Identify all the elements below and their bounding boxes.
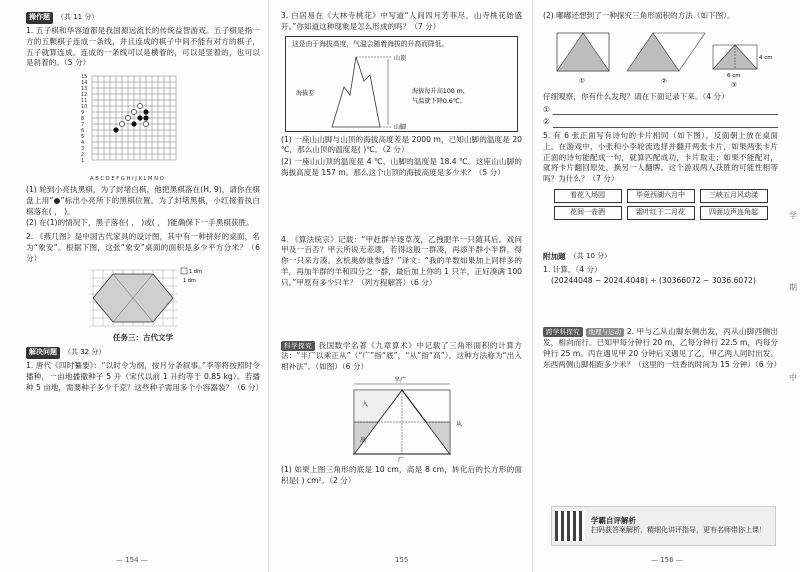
white-stone — [125, 115, 130, 120]
poem-card: 四面边声连角起 — [700, 206, 768, 220]
black-stone — [143, 115, 148, 120]
board-y-label: 3 — [81, 146, 85, 153]
question-incense — [543, 327, 782, 370]
label-summit: 山顶 — [394, 54, 407, 62]
question-yanjitu: 2. 《燕几图》是中国古代家具的设计图，其中有一种拼好的桌面，名为“象安”。根据下图，这张“象安”桌面的面积是多少平方分米？（6 分） — [26, 232, 260, 263]
extra-points: （共 10 分） — [569, 252, 612, 261]
extra-label: 附加题 — [543, 251, 566, 261]
answer-blank-1[interactable] — [553, 106, 778, 115]
question-sowing: 1. 唐代《四时纂要》：“以时令为纲，按月分条叙事。”李等将按照时令播种，一亩地播撒种子 5 升（宋代以前 1 升约等于 0.85 kg）。若播种 5 亩地，需要种子多少千克？这些种子需用多个小容器装？（6 分） — [26, 361, 264, 392]
answer-line-2[interactable] — [543, 117, 778, 128]
out-in-complement-diagram — [332, 376, 472, 462]
question-peach-blossom: 3. 白居易在《大林寺桃花》中写道“人间四月芳菲尽，山寺桃花始盛开。”你知道这种现象是怎么形成的吗？（7 分） — [281, 11, 522, 31]
option-1: ① — [578, 76, 585, 85]
gobang-sub1: (1) 轮到小亮执黑棋，为了封堵白棋，他把黑棋落在(H, 9)，请你在棋盘上用“●”标出小亮所下的黑棋位置。为了封堵黑棋，小红接着执白棋落在( ， )。 — [26, 185, 260, 216]
triangle-figure — [281, 376, 522, 462]
poem-card-row-2 — [554, 206, 768, 220]
poem-card: 三峡五月风动漾 — [700, 189, 768, 203]
question-poem-cards: 5. 有 6 张正面写有诗句的卡片相同（如下图），反面朝上放在桌面上。在游戏中，小张和小李轮流选择并翻开两张卡片，如果两张卡片正面的诗句能配成一句，就算匹配成功，卡片取走；如果不能配对，就将卡片翻回原处，换另一人翻牌。这个游戏两人获胜的可能性相等吗？为什么？（7 分） — [543, 131, 778, 184]
option-3: ③ — [730, 80, 737, 89]
page-number: — 156 — — [651, 556, 683, 565]
answer-line-1[interactable] — [543, 105, 778, 116]
scale-label-vertical: 1 dm — [189, 268, 202, 275]
mountain-note-2: 气温就下降0.6℃。 — [412, 97, 466, 105]
gobang-board — [78, 72, 208, 182]
side-tab: 中 — [789, 373, 797, 382]
board-y-label: 12 — [81, 92, 88, 99]
black-stone — [143, 109, 148, 114]
option-2: ② — [660, 76, 667, 85]
label-in: 入 — [361, 400, 368, 408]
poem-cards — [543, 189, 778, 220]
gobang-sub2: (2) 在(1)的情况下，黑子落在( ， )或( ， )能确保下一手黑棋获胜。 — [26, 218, 254, 228]
board-y-label: 15 — [81, 74, 88, 81]
question-sheep: 4. 《算法统宗》记载：“甲赶群羊逐草茂，乙拽肥羊一只随其后。戏问甲及一百否？甲云所说无差谬，若得这般一群凑，再添半群小半群，得你一只来方凑。玄机奥妙谁参透？”译文：“我的羊数如果加上同样多的羊，再加半群的羊和四分之一群，最后加上你的 1 只羊，正好凑满 100 只。”甲原有多少只羊？（列方程解答）（6 分） — [281, 234, 522, 287]
triangle-methods — [551, 25, 771, 89]
interdisciplinary-tag: 跨学科探究 — [543, 327, 583, 337]
section-solve-header — [26, 347, 260, 359]
board-y-label: 1 — [81, 158, 85, 165]
answer-line-2-number: ② — [543, 117, 550, 127]
section-badge: 解决问题 — [26, 347, 60, 359]
label-6cm: 6 cm — [726, 72, 741, 79]
board-y-label: 6 — [81, 128, 85, 135]
gobang-board-figure — [26, 72, 260, 182]
white-stone — [119, 121, 124, 126]
yanjitu-figure — [26, 268, 260, 330]
qr-promo[interactable] — [551, 506, 776, 546]
triangle-intro: 我国数学名著《九章算术》中记载了三角形面积的计算方法：“半广以乘正从”（“广”指“底”，“从”指“高”）。这种方法称为“出入相补法”。（如图）（6 分） — [281, 340, 523, 372]
section-operations-header — [26, 12, 260, 24]
page-left — [0, 0, 268, 572]
qr-promo-text-block — [591, 516, 766, 537]
mountain-box-text: 这是由于海拔高度，气温会随着海拔的升高而降低。 — [292, 39, 449, 48]
task-caption: 任务三：古代文学 — [113, 332, 173, 342]
board-y-label: 5 — [81, 134, 85, 141]
mountain-note-1: 海拔每升高100 m， — [412, 87, 469, 95]
poem-card: 毕竟西湖六月中 — [627, 189, 695, 203]
board-y-label: 2 — [81, 152, 85, 159]
scale-label-horizontal: 1 dm — [183, 277, 196, 284]
section-points: （共 32 分） — [64, 348, 106, 357]
poem-card: 看花入场园 — [554, 189, 622, 203]
science-tag: 科学探究 — [281, 341, 315, 351]
side-tab: 期 — [789, 283, 797, 292]
extra-section-header — [543, 252, 778, 263]
page-number: 155 — [395, 556, 409, 565]
board-y-label: 8 — [81, 116, 85, 123]
mountain-sub1: (1) 一座山山脚与山顶的海拔高度差是 2000 m，已知山脚的温度是 20 ℃，那么山顶的温度是( )℃。（2 分） — [281, 134, 522, 155]
incense-text: 2. 甲与乙从山脚东侧出发，丙从山脚西侧出发，相向而行。已知甲每分钟行 20 m，乙每分钟行 22.5 m，丙每分钟行 25 m。丙在遇见甲 20 分钟后又遇见了乙，甲乙两人同时出发。东西两侧山脚相距多少米？（这里的一炷香的时间为 15 分钟）（6 分） — [543, 327, 782, 369]
page-right-column — [543, 10, 782, 548]
mountain-outline — [332, 57, 380, 127]
triangle-methods-figure — [543, 25, 778, 89]
black-stone — [131, 121, 136, 126]
board-x-labels: A B C D E F G H I J K L M N O — [90, 176, 164, 183]
label-out: 出 — [359, 436, 366, 444]
section-points: （共 11 分） — [57, 13, 99, 21]
answer-line-1-number: ① — [543, 104, 550, 114]
page-middle-column — [281, 10, 522, 548]
page-number: — 154 — — [116, 556, 148, 565]
label-half-base: 半广 — [393, 376, 406, 384]
method-3 — [713, 45, 773, 89]
calc-title: 1. 计算。（4 分） — [543, 264, 602, 274]
geography-tag: 地理与运动 — [586, 328, 625, 337]
poem-card-row-1 — [554, 189, 768, 203]
black-stone — [137, 115, 142, 120]
question-triangle — [281, 341, 522, 373]
label-foot: 山脚 — [394, 123, 407, 131]
board-y-label: 14 — [81, 80, 88, 87]
white-stone — [137, 103, 142, 108]
white-stone — [143, 121, 148, 126]
method-question: (2) 嘟嘟还想到了一种探究三角形面积的方法（如下图）。 — [543, 11, 735, 20]
white-stone — [131, 109, 136, 114]
board-y-label: 13 — [81, 86, 88, 93]
board-y-label: 4 — [81, 140, 85, 147]
board-y-label: 10 — [81, 104, 88, 111]
page-left-column — [26, 10, 264, 548]
label-4cm: 4 cm — [758, 54, 773, 61]
board-y-label: 11 — [81, 98, 88, 105]
mountain-diagram-box — [285, 36, 518, 132]
xiangan-table-diagram — [83, 268, 203, 330]
method-1 — [557, 33, 609, 85]
board-y-label: 9 — [81, 110, 85, 117]
observe-prompt: 仔细观察，你有什么发现？请在下面记录下来。（4 分） — [543, 91, 729, 101]
section-badge: 操作题 — [26, 12, 53, 24]
question-gobang: 1. 五子棋和华容道都是我国源远流长的传统益智游戏。五子棋是指一方的五颗棋子连成一条线，并且连成的棋子中间不能有对方的棋子，五子就算连成。连成的一条线可以是横着的，可以是竖着的，也可以是斜着的。（5 分） — [26, 25, 260, 68]
label-height: 从 — [455, 420, 462, 428]
label-altitude-diff: 海拔差 — [296, 89, 315, 97]
mountain-sub2: (2) 一座山山顶的温度是 4 ℃，山脚的温度是 18.4 ℃。这座山山脚的海拔高度是 157 m。那么这个山顶的海拔高度是多少米？（5 分） — [281, 157, 522, 177]
board-y-label: 7 — [81, 122, 85, 129]
triangle-sub1: (1) 如果上图三角形的底是 10 cm，高是 8 cm，转化后的长方形的面积是( ) cm²。（2 分） — [281, 464, 522, 485]
calc-expression: (20244048 − 2024.4048) ÷ (30366072 − 3036.6072) — [551, 276, 756, 286]
side-tab: 学 — [789, 211, 797, 220]
page-right — [532, 0, 800, 572]
qr-text: 扫码获答案解析，精细化讲评指导，更有名师带你上课！ — [591, 526, 766, 535]
qr-title: 学霸自评解析 — [591, 515, 636, 525]
label-base: 广 — [397, 456, 404, 464]
black-stone — [113, 127, 118, 132]
poem-card: 花间一壶酒 — [554, 206, 622, 220]
mountain-diagram — [292, 51, 512, 129]
scale-square — [181, 268, 187, 274]
qr-code-icon[interactable] — [555, 511, 585, 541]
poem-card: 霜叶红于二月花 — [627, 206, 695, 220]
page-middle — [268, 0, 532, 572]
answer-blank-2[interactable] — [553, 119, 778, 128]
method-2 — [627, 33, 705, 85]
